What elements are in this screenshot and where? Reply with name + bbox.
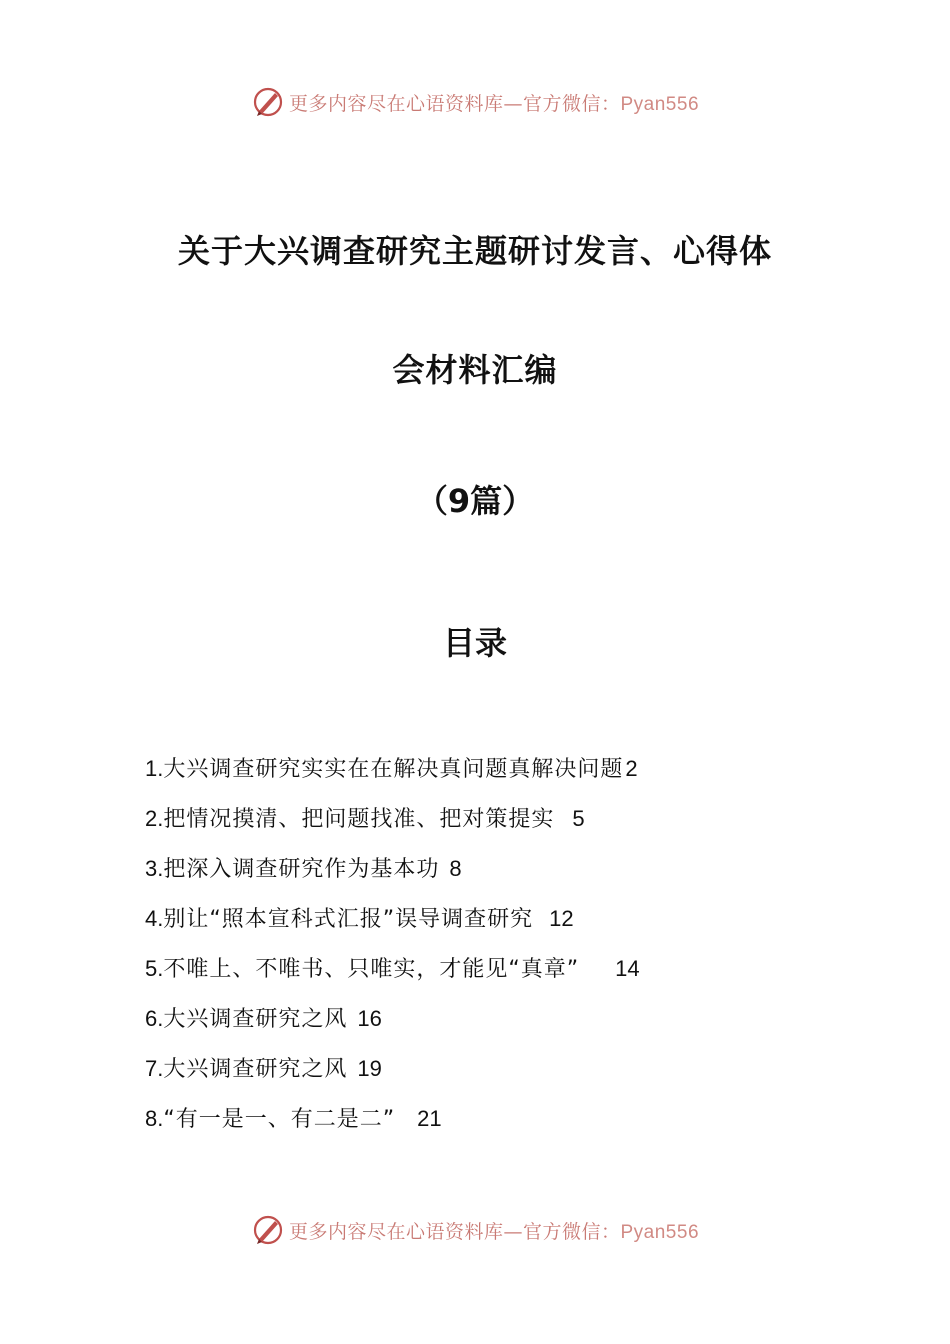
toc-item-title: 不唯上、不唯书、只唯实，才能见“真章” [163, 957, 580, 982]
document-title-line1: 关于大兴调查研究主题研讨发言、心得体 [177, 232, 772, 270]
toc-item-number: 1. [145, 756, 164, 781]
toc-item-title: “有一是一、有二是二” [163, 1107, 396, 1132]
toc-item-number: 8. [145, 1106, 164, 1131]
toc-heading: 目录 [442, 624, 507, 662]
table-of-contents [145, 750, 845, 1150]
toc-item-number: 2. [145, 806, 164, 831]
toc-item-page: 14 [615, 956, 640, 981]
toc-item-title: 把情况摸清、把问题找准、把对策提实 [163, 807, 555, 832]
toc-item-title: 大兴调查研究之风 [163, 1007, 348, 1032]
watermark-text-cn: 更多内容尽在心语资料库—官方微信： [288, 1220, 621, 1243]
watermark-text [289, 1217, 699, 1244]
toc-item[interactable] [145, 950, 845, 1000]
toc-item-page: 5 [572, 806, 585, 831]
toc-item[interactable] [145, 900, 845, 950]
toc-item[interactable] [145, 800, 845, 850]
toc-item[interactable] [145, 1100, 845, 1150]
watermark-wechat-id: Pyan556 [620, 93, 700, 115]
toc-item-page: 2 [625, 756, 638, 781]
toc-item-number: 7. [145, 1056, 164, 1081]
pen-logo-icon [251, 85, 285, 119]
toc-item-page: 8 [449, 856, 462, 881]
toc-item-number: 3. [145, 856, 164, 881]
toc-item-title: 大兴调查研究之风 [163, 1057, 348, 1082]
toc-item-title: 把深入调查研究作为基本功 [163, 857, 440, 882]
article-count: （9篇） [415, 482, 535, 520]
toc-item-title: 大兴调查研究实实在在解决真问题真解决问题 [163, 757, 624, 782]
watermark-text [289, 89, 699, 116]
toc-item-page: 12 [549, 906, 574, 931]
pen-logo-icon [251, 1213, 285, 1247]
header-watermark [0, 82, 950, 122]
toc-item[interactable] [145, 1000, 845, 1050]
footer-watermark [0, 1210, 950, 1250]
toc-item[interactable] [145, 1050, 845, 1100]
toc-item-number: 6. [145, 1006, 164, 1031]
toc-item-page: 16 [357, 1006, 382, 1031]
watermark-text-cn: 更多内容尽在心语资料库—官方微信： [288, 92, 621, 115]
watermark-wechat-id: Pyan556 [620, 1221, 700, 1243]
toc-item-title: 别让“照本宣科式汇报”误导调查研究 [163, 907, 534, 932]
toc-item-page: 21 [417, 1106, 442, 1131]
toc-item-number: 4. [145, 906, 164, 931]
document-title-line2: 会材料汇编 [392, 351, 558, 389]
toc-item-page: 19 [357, 1056, 382, 1081]
toc-item[interactable] [145, 850, 845, 900]
toc-item[interactable] [145, 750, 845, 800]
toc-item-number: 5. [145, 956, 164, 981]
